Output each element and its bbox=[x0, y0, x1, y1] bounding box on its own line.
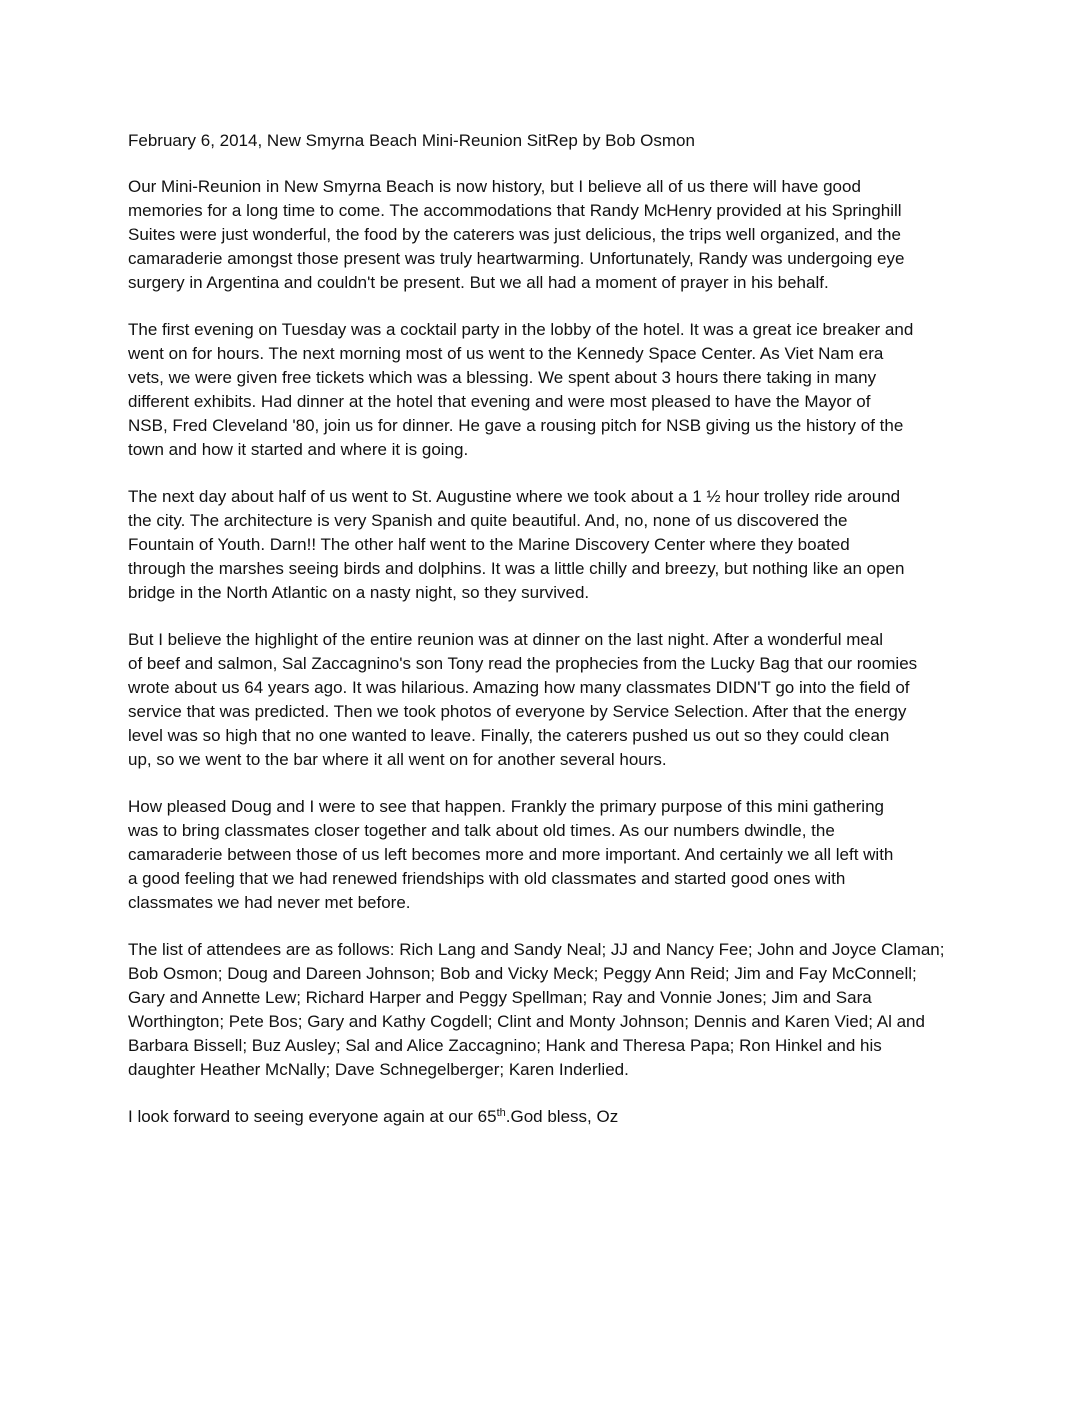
document-page bbox=[128, 129, 968, 1152]
paragraph-line: a good feeling that we had renewed friendships with old classmates and started good ones with bbox=[128, 869, 846, 888]
paragraph-purpose bbox=[128, 795, 968, 915]
paragraph-line: Our Mini-Reunion in New Smyrna Beach is now history, but I believe all of us there will have good bbox=[128, 177, 861, 196]
paragraph-highlight bbox=[128, 628, 968, 772]
paragraph-first-evening bbox=[128, 318, 968, 462]
paragraph-line: daughter Heather McNally; Dave Schnegelberger; Karen Inderlied. bbox=[128, 1060, 629, 1079]
paragraph-intro bbox=[128, 175, 968, 295]
paragraph-line: of beef and salmon, Sal Zaccagnino's son Tony read the prophecies from the Lucky Bag that our roomies bbox=[128, 654, 918, 673]
paragraph-line: Suites were just wonderful, the food by the caterers was just delicious, the trips well organized, and the bbox=[128, 225, 901, 244]
paragraph-line: The next day about half of us went to St. Augustine where we took about a 1 ½ hour trolley ride around bbox=[128, 487, 901, 506]
paragraph-line: surgery in Argentina and couldn't be present. But we all had a moment of prayer in his behalf. bbox=[128, 273, 829, 292]
closing-text bbox=[128, 1105, 968, 1129]
paragraph-line: went on for hours. The next morning most of us went to the Kennedy Space Center. As Viet Nam era bbox=[128, 344, 884, 363]
paragraph-line: level was so high that no one wanted to leave. Finally, the caterers pushed us out so they could clean bbox=[128, 726, 890, 745]
paragraph-line: was to bring classmates closer together and talk about old times. As our numbers dwindle, the bbox=[128, 821, 835, 840]
paragraph-line: through the marshes seeing birds and dolphins. It was a little chilly and breezy, but nothing like an open bbox=[128, 559, 905, 578]
paragraph-line: camaraderie between those of us left becomes more and more important. And certainly we all left with bbox=[128, 845, 894, 864]
paragraph-line: Barbara Bissell; Buz Ausley; Sal and Alice Zaccagnino; Hank and Theresa Papa; Ron Hinkel and his bbox=[128, 1036, 882, 1055]
paragraph-line: town and how it started and where it is going. bbox=[128, 440, 469, 459]
paragraph-line: memories for a long time to come. The accommodations that Randy McHenry provided at his Springhill bbox=[128, 201, 902, 220]
paragraph-line: up, so we went to the bar where it all went on for another several hours. bbox=[128, 750, 667, 769]
paragraph-line: Bob Osmon; Doug and Dareen Johnson; Bob and Vicky Meck; Peggy Ann Reid; Jim and Fay McConnell; bbox=[128, 964, 917, 983]
paragraph-line: Gary and Annette Lew; Richard Harper and Peggy Spellman; Ray and Vonnie Jones; Jim and Sara bbox=[128, 988, 872, 1007]
closing-line bbox=[128, 1105, 968, 1129]
closing-superscript: th bbox=[496, 1107, 506, 1119]
closing-text-after: .God bless, Oz bbox=[505, 1107, 619, 1126]
closing-text-before: I look forward to seeing everyone again at our 65 bbox=[128, 1107, 497, 1126]
paragraph-attendees bbox=[128, 938, 968, 1082]
paragraph-line: The first evening on Tuesday was a cocktail party in the lobby of the hotel. It was a great ice breaker and bbox=[128, 320, 914, 339]
paragraph-line: service that was predicted. Then we took photos of everyone by Service Selection. After that the energy bbox=[128, 702, 907, 721]
document-heading: February 6, 2014, New Smyrna Beach Mini-Reunion SitRep by Bob Osmon bbox=[128, 131, 695, 150]
paragraph-line: Worthington; Pete Bos; Gary and Kathy Cogdell; Clint and Monty Johnson; Dennis and Karen Vied; Al and bbox=[128, 1012, 925, 1031]
paragraph-line: How pleased Doug and I were to see that happen. Frankly the primary purpose of this mini gathering bbox=[128, 797, 884, 816]
paragraph-line: wrote about us 64 years ago. It was hilarious. Amazing how many classmates DIDN'T go into the field of bbox=[128, 678, 910, 697]
paragraph-next-day bbox=[128, 485, 968, 605]
paragraph-line: The list of attendees are as follows: Rich Lang and Sandy Neal; JJ and Nancy Fee; John and Joyce Claman; bbox=[128, 940, 945, 959]
paragraph-line: classmates we had never met before. bbox=[128, 893, 411, 912]
paragraph-line: different exhibits. Had dinner at the hotel that evening and were most pleased to have the Mayor of bbox=[128, 392, 871, 411]
paragraph-line: the city. The architecture is very Spanish and quite beautiful. And, no, none of us discovered the bbox=[128, 511, 848, 530]
paragraph-line: bridge in the North Atlantic on a nasty night, so they survived. bbox=[128, 583, 590, 602]
paragraph-line: camaraderie amongst those present was truly heartwarming. Unfortunately, Randy was undergoing eye bbox=[128, 249, 905, 268]
paragraph-line: vets, we were given free tickets which was a blessing. We spent about 3 hours there taking in many bbox=[128, 368, 877, 387]
paragraph-line: NSB, Fred Cleveland '80, join us for dinner. He gave a rousing pitch for NSB giving us the history of the bbox=[128, 416, 904, 435]
paragraph-line: Fountain of Youth. Darn!! The other half went to the Marine Discovery Center where they boated bbox=[128, 535, 850, 554]
paragraph-line: But I believe the highlight of the entire reunion was at dinner on the last night. After a wonderful meal bbox=[128, 630, 884, 649]
